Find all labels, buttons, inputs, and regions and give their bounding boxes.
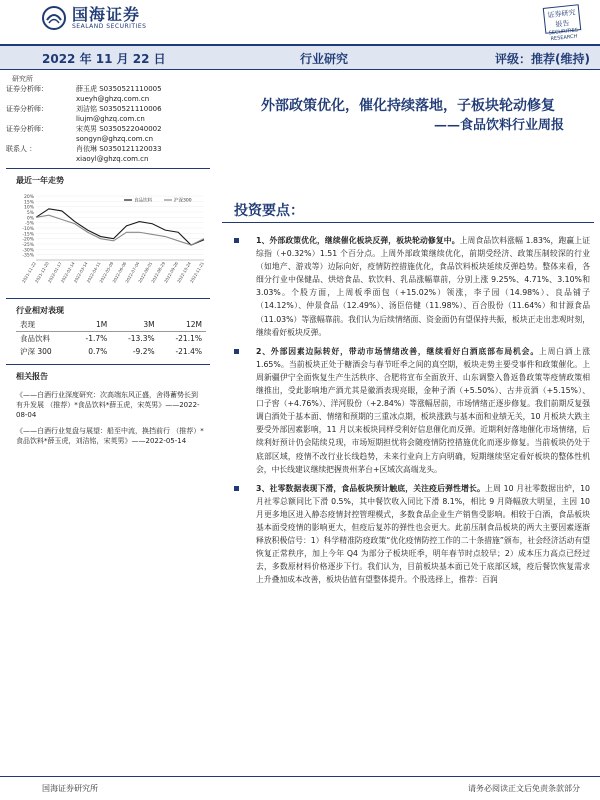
brand-name-cn: 国海证券 <box>72 5 141 24</box>
key-point <box>234 234 590 339</box>
trend-chart <box>12 190 210 290</box>
divider <box>6 364 210 365</box>
performance-title: 行业相对表现 <box>16 306 64 315</box>
related-reports <box>16 390 204 446</box>
key-point-body: 上周 10 月社零数据出炉，10 月社零总额同比下滑 0.5%，其中餐饮收入同比下滑 8.1%，相比 9 月降幅放大明显，主因 10 月更多地区进入静态疫情封控管理模式，多数食品企业生产销售受影响。相较于白酒，食品板块基本面受疫情的影响更大，但疫后复苏的弹性也会更大。此前压制食品板块的两大主要因素逐渐释放积极信号：1）科学精准防疫政策“优化疫情防控工作的二十条措施”颁布，社会经济活动有望恢复正常秩序，加上今年 Q4 为部分子板块旺季，明年春节时点较早；2）成本压力高点已经过去，多数原材料价格逐步下行。我们认为，目前板块基本面已处于底部区域，疫后餐饮恢复需求上升叠加成本改善，板块估值有望整体提升。个股选择上，推荐：百润 <box>256 483 590 585</box>
analyst-role: 联系人 ： <box>6 145 37 153</box>
square-bullet-icon <box>234 349 239 354</box>
square-bullet-icon <box>234 486 239 491</box>
sidebar <box>6 74 210 452</box>
x-tick-label: 2022-08-01 <box>137 261 154 284</box>
series-line-food-beverage <box>36 209 204 245</box>
table-cell: 沪深 300 <box>20 346 52 356</box>
chart-title: 最近一年走势 <box>16 176 64 185</box>
stamp-line-1: 证券研究报告 <box>547 8 576 29</box>
x-tick-label: 2022-08-29 <box>150 261 167 284</box>
y-tick-label: -5% <box>25 221 34 227</box>
table-header: 表现 <box>16 318 70 332</box>
key-point <box>234 345 590 476</box>
y-tick-label: 0% <box>26 216 34 222</box>
y-tick-label: 5% <box>26 211 34 216</box>
x-tick-label: 2021-12-20 <box>33 261 50 284</box>
key-points-title: 投资要点： <box>234 203 304 219</box>
x-tick-label: 2022-10-24 <box>175 261 192 284</box>
page-footer <box>0 776 600 800</box>
divider <box>222 222 594 223</box>
report-title: 外部政策优化，催化持续落地，子板块轮动修复 <box>261 98 555 114</box>
analyst-row <box>6 124 210 144</box>
trend-chart-svg <box>12 190 210 290</box>
analyst-role: 证券分析师： <box>6 125 48 133</box>
analyst-name: 宋英男 S0350522040002 <box>76 125 162 133</box>
y-tick-label: -25% <box>22 243 34 248</box>
table-row <box>16 345 206 358</box>
table-header: 12M <box>159 318 206 332</box>
y-tick-label: 10% <box>23 205 34 211</box>
report-date: 2022 年 11 月 22 日 <box>42 52 166 66</box>
square-bullet-icon <box>234 238 239 243</box>
analyst-email[interactable]: xueyh@ghzq.com.cn <box>76 95 150 103</box>
analyst-email[interactable]: songyn@ghzq.com.cn <box>76 135 154 143</box>
analyst-name: 薛玉虎 S0350521110005 <box>76 85 162 93</box>
report-rating: 评级：推荐(维持) <box>495 52 590 66</box>
key-points <box>234 234 590 592</box>
report-type: 行业研究 <box>300 52 349 66</box>
footer-org: 国海证券研究所 <box>42 784 98 793</box>
brand-logo-icon <box>42 6 66 30</box>
y-tick-label: -20% <box>22 237 34 243</box>
x-tick-label: 2022-09-26 <box>163 261 180 284</box>
analyst-email[interactable]: xiaoyl@ghzq.com.cn <box>76 155 149 163</box>
analyst-row <box>6 84 210 104</box>
x-tick-label: 2022-04-11 <box>85 261 102 284</box>
x-tick-label: 2022-03-14 <box>72 261 89 284</box>
table-header: 3M <box>111 318 158 332</box>
divider <box>6 168 210 169</box>
table-cell: -21.4% <box>175 346 202 356</box>
key-point-body: 上周白酒上涨 1.65%。当前板块正处于糖酒会与春节旺季之间的真空期，板块走势主要受事件和政策催化。上周新疆伊宁全面恢复生产生活秩序、合肥将宣布全面放开、山东调整入鲁返鲁政策等疫情政策相继推出，受此影响地产酒尤其是徽酒表现亮眼，金种子酒（+5.50%）、古井贡酒（+5.15%）、口子窖（+4.76%）、洋河股份（+2.84%）等涨幅居前，市场情绪正逐步修复。我们前期反复强调白酒处于基本面、情绪和预期的三重冰点期，板块涨跌与基本面和业绩无关，10 月板块大跌主要受外部因素影响，11 月以来板块同样受利好信息催化而反弹。近期利好落地催化市场情绪，后续利好预计仍会陆续兑现，市场短期担忧将会随疫情防控措施优化而逐步修复。当前板块仍处于底部区域，疫情不改行业长线趋势，未来行业向上方向明确，短期继续坚定看好板块的整体性机会，中长线建议继续把握贵州茅台+区域次高端龙头。 <box>256 346 591 474</box>
table-cell: 食品饮料 <box>20 333 50 343</box>
research-dept-heading: 研究所 <box>12 75 33 83</box>
key-point-lead: 2、外部因素边际转好，带动市场情绪改善，继续看好白酒底部布局机会。 <box>256 346 539 356</box>
brand-name-en: SEALAND SECURITIES <box>72 23 147 30</box>
x-tick-label: 2022-11-21 <box>188 261 205 284</box>
page-header <box>0 0 600 43</box>
legend-label: 沪深300 <box>174 198 192 204</box>
footer-disclaimer: 请务必阅读正文后免责条款部分 <box>468 784 580 793</box>
x-tick-label: 2022-06-06 <box>111 261 128 284</box>
analyst-email[interactable]: liujm@ghzq.com.cn <box>76 115 145 123</box>
series-line-csi300 <box>36 215 204 245</box>
divider <box>6 298 210 299</box>
x-tick-label: 2022-05-09 <box>98 261 115 284</box>
related-report-item[interactable]: 《——白酒行业复盘与展望：船至中流，换挡前行 （推荐）*食品饮料*薛玉虎，刘洁铭，宋英男》——2022-05-14 <box>16 427 204 445</box>
y-tick-label: -35% <box>22 253 34 259</box>
x-tick-label: 2022-02-14 <box>59 261 76 284</box>
table-cell: -21.1% <box>175 333 202 343</box>
key-point-lead: 3、社零数据表现下滑，食品板块预计触底，关注疫后弹性增长。 <box>256 483 486 493</box>
key-point <box>234 482 590 587</box>
report-title-block <box>222 96 594 136</box>
legend-label: 食品饮料 <box>134 198 152 204</box>
analyst-role: 证券分析师： <box>6 105 48 113</box>
research-stamp <box>543 4 582 43</box>
performance-table <box>16 318 206 358</box>
related-heading: 相关报告 <box>16 372 48 381</box>
report-subtitle: ——食品饮料行业周报 <box>433 118 564 133</box>
table-header: 1M <box>70 318 111 332</box>
y-tick-label: 20% <box>23 195 34 200</box>
table-cell: -9.2% <box>132 346 155 356</box>
key-point-lead: 1、外部政策优化，继续催化板块反弹，板块轮动修复中。 <box>256 236 460 245</box>
x-tick-label: 2022-07-04 <box>124 261 141 284</box>
y-tick-label: -10% <box>22 227 34 232</box>
analyst-row <box>6 104 210 124</box>
key-point-body: 上周食品饮料涨幅 1.83%，跑赢上证综指（+0.32%）1.51 个百分点。上周外部政策继续优化，前期受经济、政策压制较深的行业（如地产、游戏等）边际向好，疫情防控措施优化，食品饮料板块延续反弹趋势。整体来看，各细分行业中保健品、烘焙食品、软饮料、乳品涨幅靠前，分别上涨 9.25%、4.71%、3.10%和 3.03%。个股方面，上周板季面包（+15.02%）领涨，李子园（14.98%）、良品铺子（14.12%）、仲景食品（12.49%）、汤臣倍健（11.98%）、百合股份（11.64%）和甘源食品（11.03%）等涨幅靠前。我们认为后续情绪面、资金面仍有望保持共振，板块正走出悲观时刻，继续看好板块反弹。 <box>256 236 590 337</box>
y-tick-label: 15% <box>23 200 34 206</box>
analyst-name: 刘洁铭 S0350521110006 <box>76 105 162 113</box>
table-row <box>16 332 206 346</box>
stamp-line-2: SECURITIES RESEARCH <box>548 27 579 43</box>
y-tick-label: -30% <box>22 248 34 254</box>
table-cell: -1.7% <box>85 333 108 343</box>
table-cell: 0.7% <box>88 346 108 356</box>
related-report-item[interactable]: 《——白酒行业深度研究：次高端东风正盛，舍得蓄势长到有升发展 （推荐）*食品饮料*薛玉虎，宋英男》——2022-08-04 <box>16 391 200 419</box>
x-tick-label: 2021-11-22 <box>20 261 37 284</box>
report-banner <box>0 44 600 70</box>
analyst-row <box>6 144 210 164</box>
table-cell: -13.3% <box>128 333 155 343</box>
analyst-role: 证券分析师： <box>6 85 48 93</box>
x-tick-label: 2022-01-17 <box>46 261 63 284</box>
brand-logo <box>42 6 146 30</box>
y-tick-label: -15% <box>22 232 34 238</box>
analyst-list <box>6 84 210 164</box>
analyst-name: 肖依琳 S0350121120033 <box>76 145 162 153</box>
